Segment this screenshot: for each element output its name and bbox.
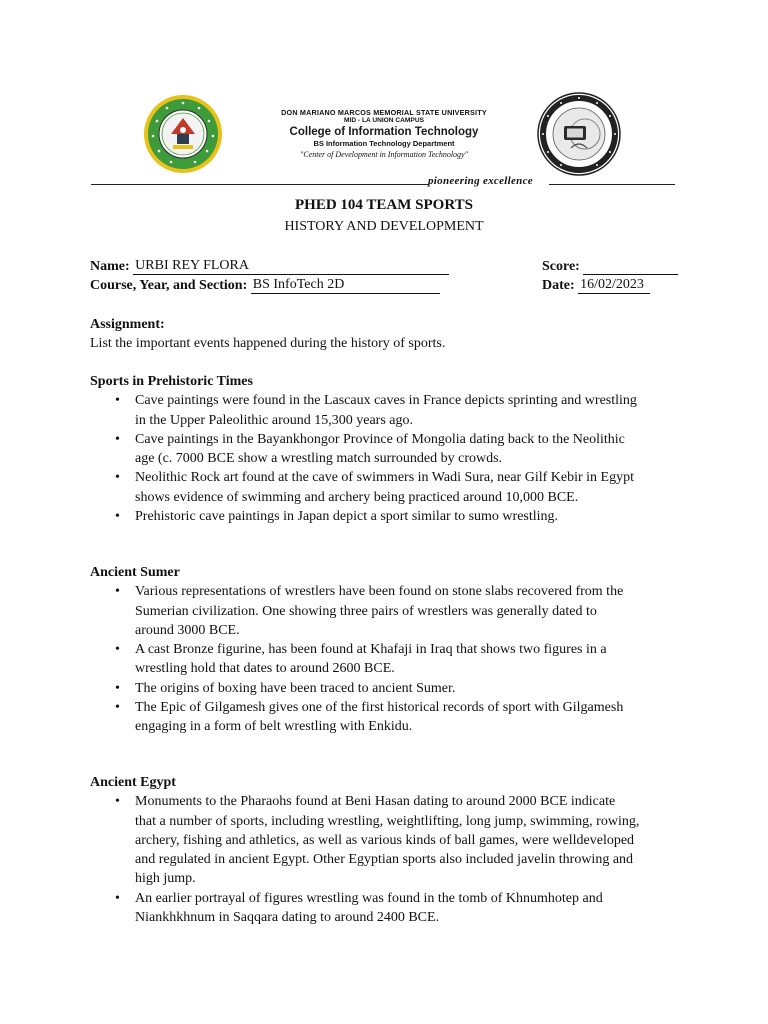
list-item xyxy=(90,582,690,640)
section-ancient-sumer xyxy=(90,563,690,737)
score-value xyxy=(583,257,678,275)
document-subtitle: HISTORY AND DEVELOPMENT xyxy=(284,219,484,234)
list-item-line: • Monuments to the Pharaohs found at Beni Hasan dating to around 2000 BCE indicate xyxy=(135,794,616,810)
list-item-line: wrestling hold that dates to around 2600 BCE. xyxy=(135,661,395,677)
header-divider-right xyxy=(549,184,675,185)
course-label: Course, Year, and Section: xyxy=(90,278,248,293)
list-item-line: Niankhkhnum in Saqqara dating to around 2400 BCE. xyxy=(135,910,440,926)
list-item-line: in the Upper Paleolithic around 15,300 years ago. xyxy=(135,412,413,428)
section-heading: Ancient Egypt xyxy=(90,775,176,790)
date-value: 16/02/2023 xyxy=(578,276,650,294)
score-field xyxy=(542,257,678,275)
assignment-block xyxy=(90,315,690,354)
list-item-line: around 3000 BCE. xyxy=(135,622,240,638)
list-item-line: • The Epic of Gilgamesh gives one of the first historical records of sport with Gilgamesh xyxy=(135,700,624,716)
date-field xyxy=(542,276,650,294)
list-item xyxy=(90,640,690,679)
assignment-label: Assignment: xyxy=(90,317,165,332)
name-value: URBI REY FLORA xyxy=(133,257,449,275)
list-item-line: • Various representations of wrestlers have been found on stone slabs recovered from the xyxy=(135,584,624,600)
list-item xyxy=(90,391,690,430)
list-item xyxy=(90,889,690,928)
list-item-line: • An earlier portrayal of figures wrestling was found in the tomb of Khnumhotep and xyxy=(135,890,603,906)
list-item-line: archery, fishing and athletics, as well as various kinds of ball games, were welldeveloped xyxy=(135,832,635,848)
list-item xyxy=(90,507,690,526)
college-seal-logo xyxy=(537,92,621,176)
assignment-text: List the important events happened during the history of sports. xyxy=(90,336,446,352)
list-item-line: age (c. 7000 BCE show a wrestling match surrounded by crowds. xyxy=(135,451,503,467)
list-item-line: • The origins of boxing have been traced to ancient Sumer. xyxy=(135,680,456,696)
list-item-line: shows evidence of swimming and archery being practiced around 10,000 BCE. xyxy=(135,489,579,505)
score-label: Score: xyxy=(542,259,580,274)
college-name: College of Information Technology xyxy=(289,126,479,138)
bullet-list xyxy=(90,391,690,526)
tagline: pioneering excellence xyxy=(428,175,533,187)
section-heading: Sports in Prehistoric Times xyxy=(90,374,253,389)
bullet-list xyxy=(90,792,690,927)
list-item-line: • A cast Bronze figurine, has been found at Khafaji in Iraq that shows two figures in a xyxy=(135,642,607,658)
name-label: Name: xyxy=(90,259,130,274)
letterhead xyxy=(240,108,528,160)
date-label: Date: xyxy=(542,278,575,293)
course-field xyxy=(90,276,440,294)
bullet-list xyxy=(90,582,690,736)
list-item xyxy=(90,698,690,737)
course-value: BS InfoTech 2D xyxy=(251,276,440,294)
list-item xyxy=(90,468,690,507)
name-field xyxy=(90,257,449,275)
list-item-line: • Cave paintings in the Bayankhongor Province of Mongolia dating back to the Neolithic xyxy=(135,431,625,447)
list-item-line: and regulated in ancient Egypt. Other Egyptian sports also included javelin throwing and xyxy=(135,852,634,868)
section-heading: Ancient Sumer xyxy=(90,565,180,580)
list-item-line: Sumerian civilization. One showing three pairs of wrestlers was generally dated to xyxy=(135,603,597,619)
section-prehistoric xyxy=(90,372,690,526)
list-item-line: • Cave paintings were found in the Lascaux caves in France depicts sprinting and wrestling xyxy=(135,393,637,409)
university-seal-logo xyxy=(143,94,223,174)
list-item-line: high jump. xyxy=(135,871,196,887)
list-item-line: • Neolithic Rock art found at the cave of swimmers in Wadi Sura, near Gilf Kebir in Egypt xyxy=(135,470,634,486)
list-item xyxy=(90,430,690,469)
list-item xyxy=(90,792,690,888)
list-item-line: that a number of sports, including wrestling, weightlifting, long jump, swimming, rowing, xyxy=(135,813,640,829)
list-item xyxy=(90,679,690,698)
college-motto: "Center of Development in Information Technology" xyxy=(300,150,468,159)
section-ancient-egypt xyxy=(90,773,690,927)
department-name: BS Information Technology Department xyxy=(313,139,455,148)
document-title: PHED 104 TEAM SPORTS xyxy=(295,197,473,213)
campus-name: MID - LA UNION CAMPUS xyxy=(344,117,424,124)
list-item-line: • Prehistoric cave paintings in Japan depict a sport similar to sumo wrestling. xyxy=(135,509,559,525)
header-divider-left xyxy=(91,184,428,185)
university-name: DON MARIANO MARCOS MEMORIAL STATE UNIVERSITY xyxy=(281,108,487,117)
list-item-line: engaging in a form of belt wrestling with Enkidu. xyxy=(135,719,413,735)
